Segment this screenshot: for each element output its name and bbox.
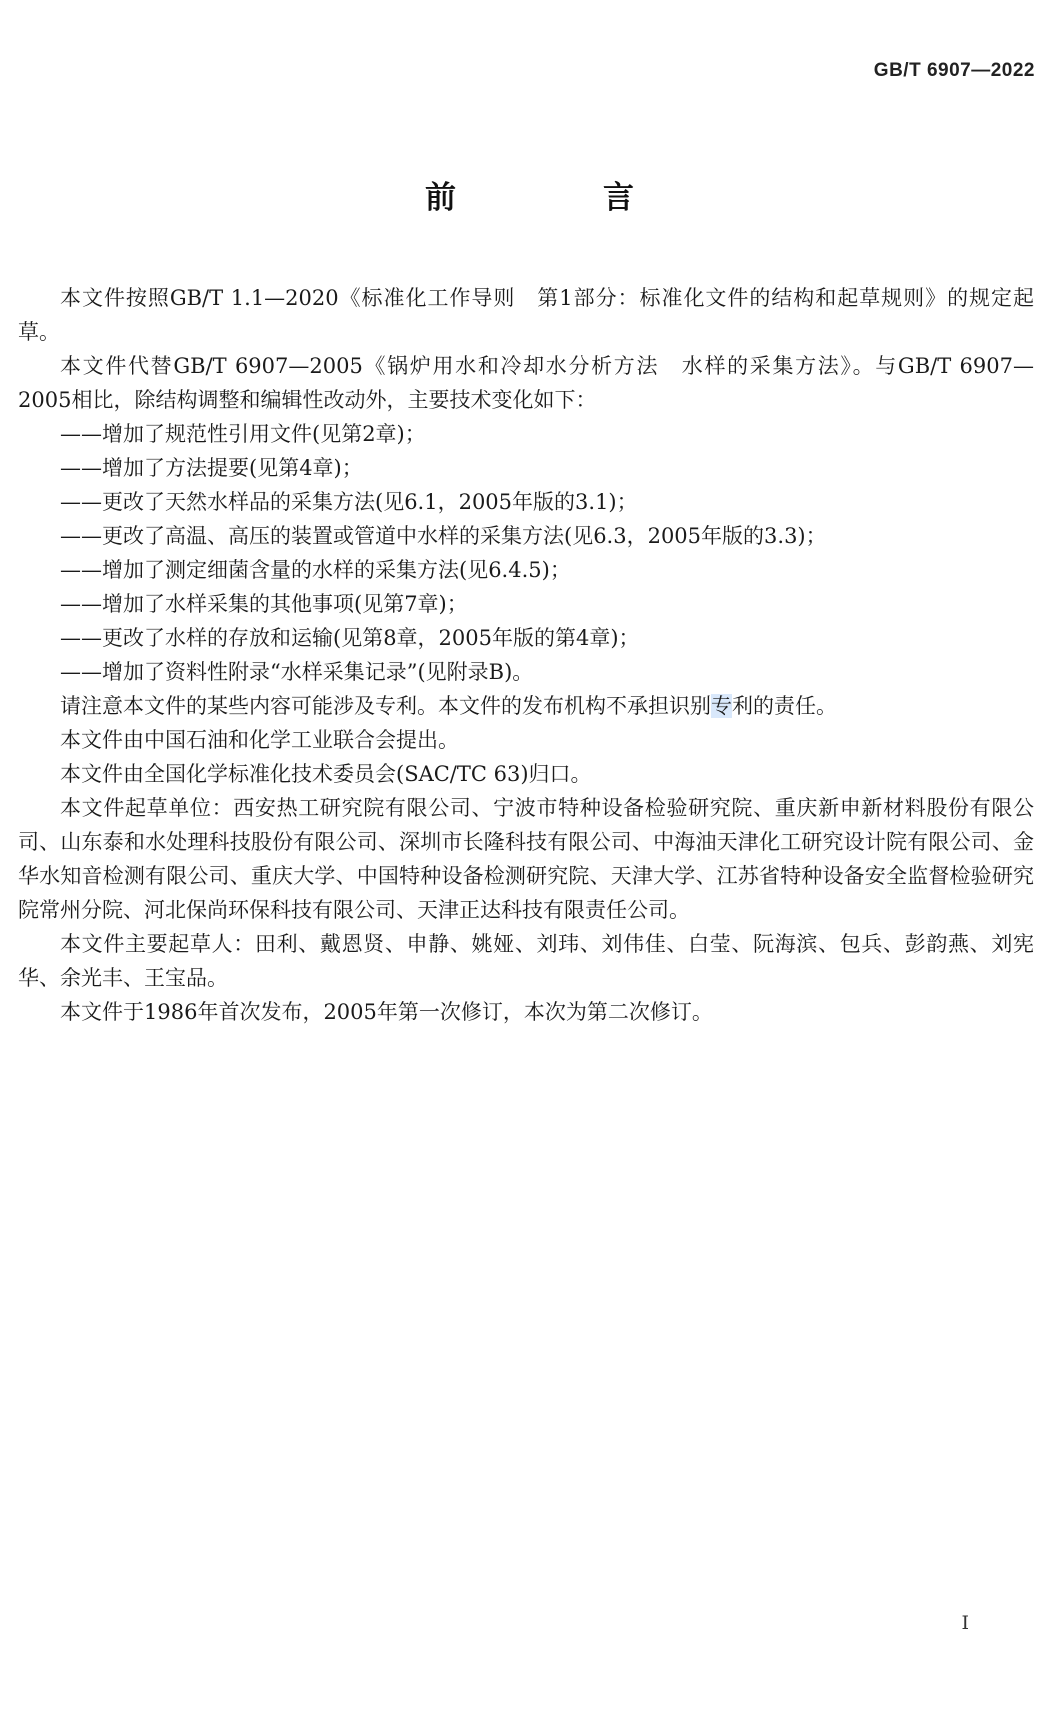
paragraph-drafting-units: 本文件起草单位：西安热工研究院有限公司、宁波市特种设备检验研究院、重庆新申新材料股份有限公司、山东泰和水处理科技股份有限公司、深圳市长隆科技有限公司、中海油天津化工研究设计院有限公司、金华水知音检测有限公司、重庆大学、中国特种设备检测研究院、天津大学、江苏省特种设备安全监督检验研究院常州分院、河北保尚环保科技有限公司、天津正达科技有限责任公司。	[18, 796, 1034, 922]
paragraph-drafting-rules: 本文件按照GB/T 1.1—2020《标准化工作导则 第1部分：标准化文件的结构和起草规则》的规定起草。	[18, 286, 1034, 344]
paragraph-centralized-by: 本文件由全国化学标准化技术委员会(SAC/TC 63)归口。	[60, 762, 592, 786]
list-item: ——更改了高温、高压的装置或管道中水样的采集方法(见6.3，2005年版的3.3)；	[60, 524, 827, 548]
page-title: 前 言	[425, 180, 692, 216]
list-item: ——更改了天然水样品的采集方法(见6.1，2005年版的3.1)；	[60, 490, 638, 514]
paragraph-history: 本文件于1986年首次发布，2005年第一次修订，本次为第二次修订。	[60, 1000, 713, 1024]
patent-text-after: 利的责任。	[732, 694, 837, 718]
list-item: ——增加了资料性附录“水样采集记录”(见附录B)。	[60, 660, 534, 684]
paragraph-proposed-by: 本文件由中国石油和化学工业联合会提出。	[60, 728, 459, 752]
list-item: ——更改了水样的存放和运输(见第8章，2005年版的第4章)；	[60, 626, 640, 650]
paragraph-replacement: 本文件代替GB/T 6907—2005《锅炉用水和冷却水分析方法 水样的采集方法》。与GB/T 6907—2005相比，除结构调整和编辑性改动外，主要技术变化如下：	[18, 354, 1034, 412]
list-item: ——增加了方法提要(见第4章)；	[60, 456, 363, 480]
list-item: ——增加了测定细菌含量的水样的采集方法(见6.4.5)；	[60, 558, 571, 582]
list-item: ——增加了水样采集的其他事项(见第7章)；	[60, 592, 468, 616]
list-item: ——增加了规范性引用文件(见第2章)；	[60, 422, 426, 446]
standard-number: GB/T 6907—2022	[873, 60, 1035, 81]
foreword-body	[18, 281, 1034, 1029]
patent-text-before: 请注意本文件的某些内容可能涉及专利。本文件的发布机构不承担识别	[60, 694, 711, 718]
text-selection-highlight[interactable]: 专	[711, 694, 732, 718]
paragraph-patent-notice	[18, 689, 1034, 723]
page-number: Ⅰ	[961, 1612, 969, 1634]
paragraph-drafters: 本文件主要起草人：田利、戴恩贤、申静、姚娅、刘玮、刘伟佳、白莹、阮海滨、包兵、彭韵燕、刘宪华、余光丰、王宝品。	[18, 932, 1034, 990]
